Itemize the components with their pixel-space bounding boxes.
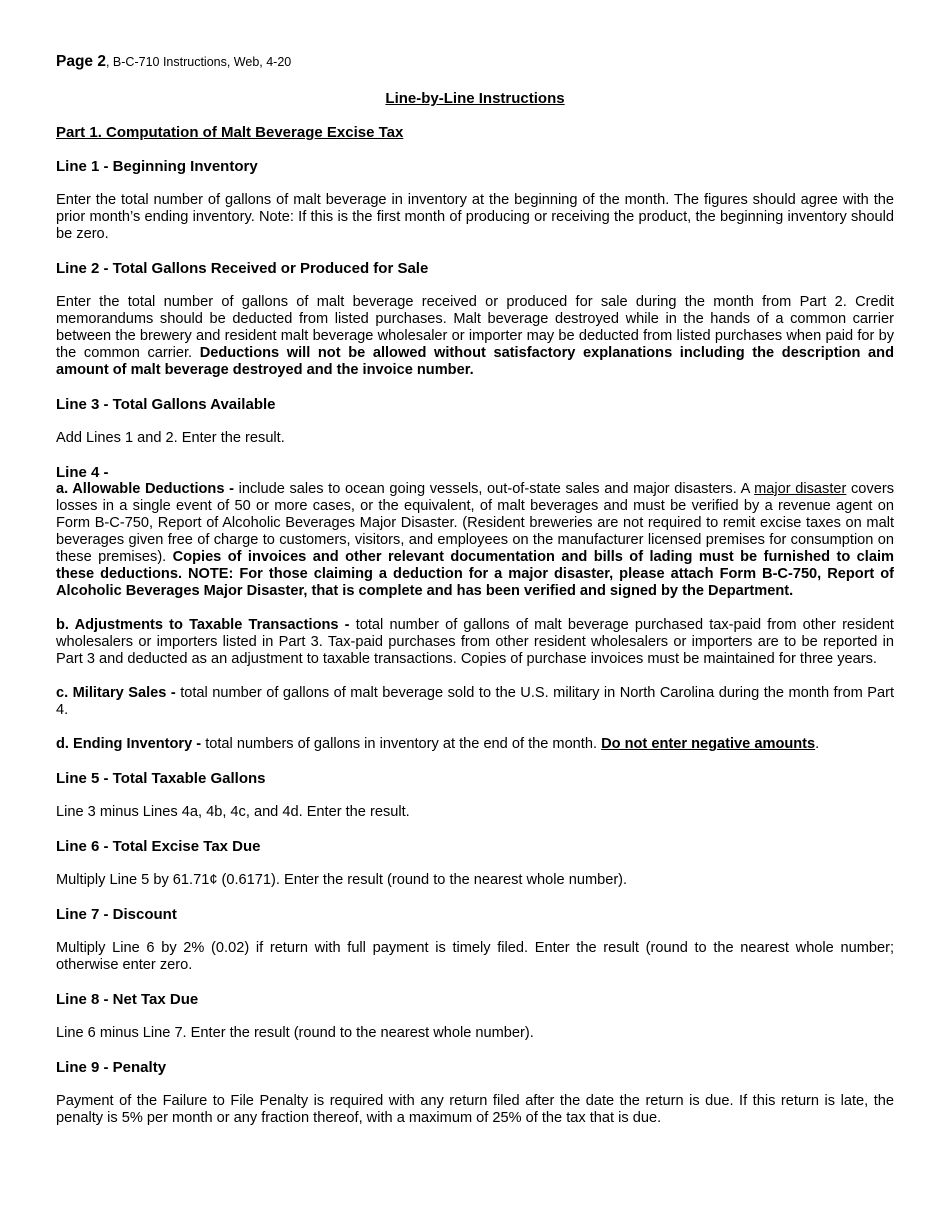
line4d-text: total numbers of gallons in inventory at the end of the month.: [205, 736, 602, 752]
line4d-label: d. Ending Inventory -: [56, 736, 206, 752]
line7-text: Multiply Line 6 by 2% (0.02) if return with full payment is timely filed. Enter the result (round to the nearest whole number; otherwise enter zero.: [56, 940, 894, 973]
line2-text: Enter the total number of gallons of malt beverage received or produced for sale during the month from Part 2. Credit memorandums should be deducted from listed purchases. Malt beverage destroyed while in the hands of a common carrier between the brewery and resident malt beverage wholesaler or importer may be deducted from listed purchases when paid for by the common carrier.: [56, 294, 894, 361]
document-title: Line-by-Line Instructions: [385, 90, 565, 107]
line4a-text1: include sales to ocean going vessels, out-of-state sales and major disasters. A: [238, 481, 755, 497]
negative-amounts-warning: Do not enter negative amounts: [601, 736, 816, 752]
line4c-text: total number of gallons of malt beverage sold to the U.S. military in North Carolina during the month from Part 4.: [56, 685, 894, 718]
line1-heading: Line 1 - Beginning Inventory: [56, 158, 258, 175]
line5-text: Line 3 minus Lines 4a, 4b, 4c, and 4d. Enter the result.: [56, 804, 410, 820]
line4a-text2: covers losses in a single event of 50 or more cases, or the equivalent, of malt beverages and must be verified by a revenue agent on Form B-C-750, Report of Alcoholic Beverages Major Disaster. (Resident breweries are not required to remit excise taxes on malt beverages given free of charge to customers, visitors, and employees on the manufacturer licensed premises for consumption on these premises).: [56, 481, 894, 565]
line6-heading: Line 6 - Total Excise Tax Due: [56, 838, 261, 855]
line4a-paragraph: [56, 481, 894, 600]
line8-heading: Line 8 - Net Tax Due: [56, 991, 199, 1008]
line3-text: Add Lines 1 and 2. Enter the result.: [56, 430, 285, 446]
line4-heading: Line 4 -: [56, 464, 109, 481]
line4b-label: b. Adjustments to Taxable Transactions -: [56, 617, 356, 633]
line8-text: Line 6 minus Line 7. Enter the result (round to the nearest whole number).: [56, 1025, 534, 1041]
line4b-paragraph: [56, 617, 894, 668]
line2-heading: Line 2 - Total Gallons Received or Produced for Sale: [56, 260, 429, 277]
line4d-end: .: [815, 736, 820, 752]
line5-heading: Line 5 - Total Taxable Gallons: [56, 770, 266, 787]
line3-heading: Line 3 - Total Gallons Available: [56, 396, 276, 413]
line4c-paragraph: [56, 685, 894, 719]
line4a-label: a. Allowable Deductions -: [56, 481, 239, 497]
line9-heading: Line 9 - Penalty: [56, 1059, 167, 1076]
line2-bold-text: Deductions will not be allowed without satisfactory explanations including the description and amount of malt beverage destroyed and the invoice number.: [56, 345, 894, 378]
line4c-label: c. Military Sales -: [56, 685, 181, 701]
form-identifier: , B-C-710 Instructions, Web, 4-20: [105, 55, 292, 69]
page-header: [56, 52, 894, 72]
line1-text: Enter the total number of gallons of malt beverage in inventory at the beginning of the month. The figures should agree with the prior month’s ending inventory. Note: If this is the first month of producing or receiving the product, the beginning inventory should be zero.: [56, 192, 894, 242]
page-number: Page 2: [56, 53, 106, 70]
line4d-paragraph: [56, 736, 894, 753]
line2-paragraph: [56, 294, 894, 379]
line7-heading: Line 7 - Discount: [56, 906, 177, 923]
major-disaster-term: major disaster: [754, 481, 847, 497]
line4b-text: total number of gallons of malt beverage purchased tax-paid from other resident wholesalers or importers listed in Part 3. Tax-paid purchases from other resident wholesalers or importers are to be reported in Part 3 and deducted as an adjustment to taxable transactions. Copies of purchase invoices must be maintained for three years.: [56, 617, 894, 667]
part1-heading: Part 1. Computation of Malt Beverage Excise Tax: [56, 124, 404, 141]
line6-text: Multiply Line 5 by 61.71¢ (0.6171). Enter the result (round to the nearest whole number).: [56, 872, 628, 888]
line4a-bold-text: Copies of invoices and other relevant documentation and bills of lading must be furnished to claim these deductions. NOTE: For those claiming a deduction for a major disaster, please attach Form B-C-750, Report of Alcoholic Beverages Major Disaster, that is complete and has been verified and signed by the Department.: [56, 549, 894, 599]
line9-text: Payment of the Failure to File Penalty is required with any return filed after the date the return is due. If this return is late, the penalty is 5% per month or any fraction thereof, with a maximum of 25% of the tax that is due.: [56, 1093, 894, 1126]
document-page: [56, 52, 894, 1127]
